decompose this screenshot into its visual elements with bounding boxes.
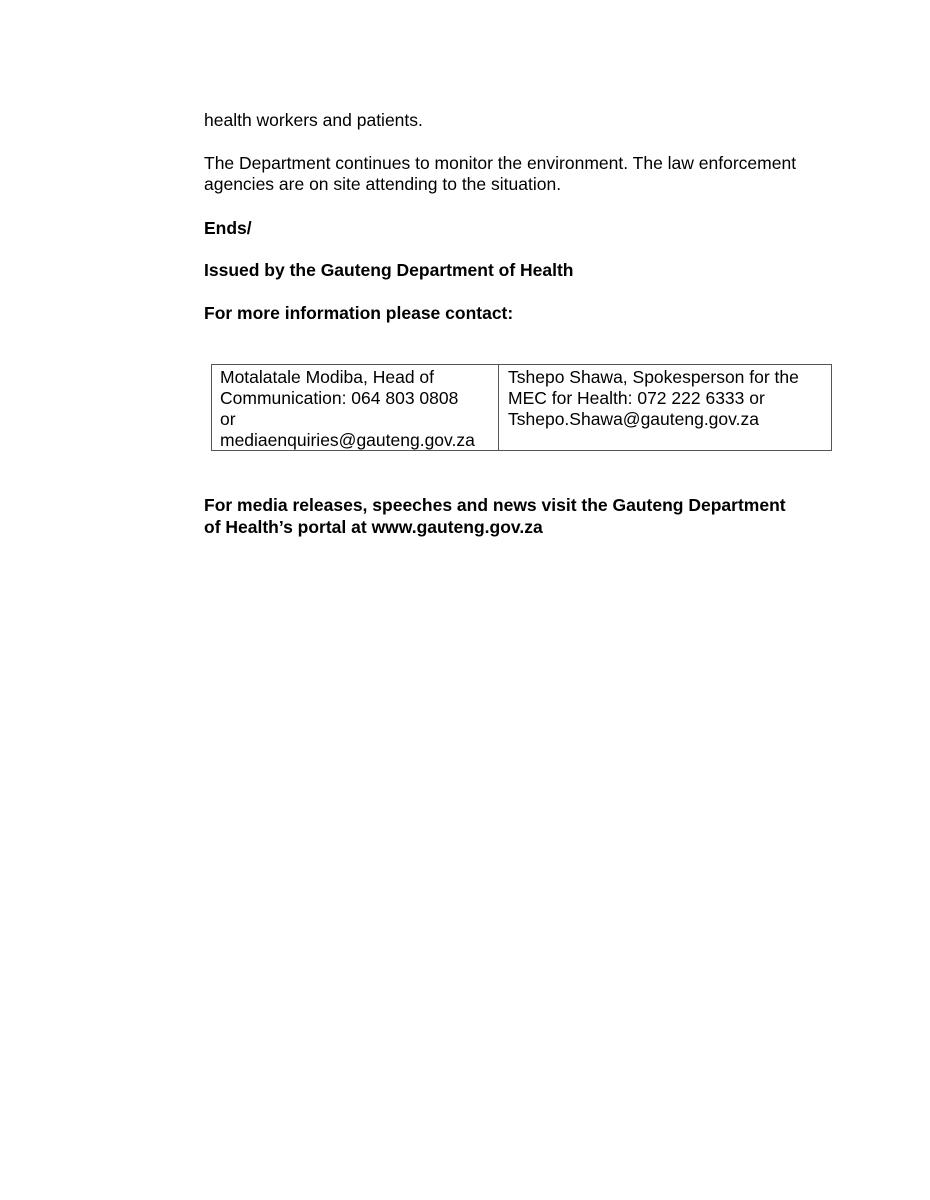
- contact-line: Motalatale Modiba, Head of: [220, 367, 435, 387]
- ends-marker: Ends/: [204, 218, 252, 238]
- contact-email-link[interactable]: mediaenquiries@gauteng.gov.za: [220, 430, 475, 450]
- paragraph-monitor-line-1: The Department continues to monitor the environment. The law enforcement: [204, 153, 797, 173]
- media-footer-line-1: For media releases, speeches and news visit the Gauteng Department: [204, 495, 786, 515]
- contact-table: [211, 364, 832, 451]
- contact-line: Tshepo Shawa, Spokesperson for the: [508, 367, 799, 387]
- contact-heading: For more information please contact:: [204, 303, 514, 323]
- contact-line: or: [220, 409, 236, 429]
- paragraph-continuation: health workers and patients.: [204, 110, 423, 130]
- contact-line: MEC for Health: 072 222 6333 or: [508, 388, 765, 408]
- contact-line: Communication: 064 803 0808: [220, 388, 459, 408]
- issued-by-line: Issued by the Gauteng Department of Health: [204, 260, 574, 280]
- paragraph-monitor-line-2: agencies are on site attending to the situation.: [204, 174, 562, 194]
- contact-email-link[interactable]: Tshepo.Shawa@gauteng.gov.za: [508, 409, 759, 429]
- media-footer-line-2: of Health’s portal at www.gauteng.gov.za: [204, 517, 543, 537]
- contact-cell-shawa: [499, 365, 831, 450]
- contact-cell-modiba: [212, 365, 499, 450]
